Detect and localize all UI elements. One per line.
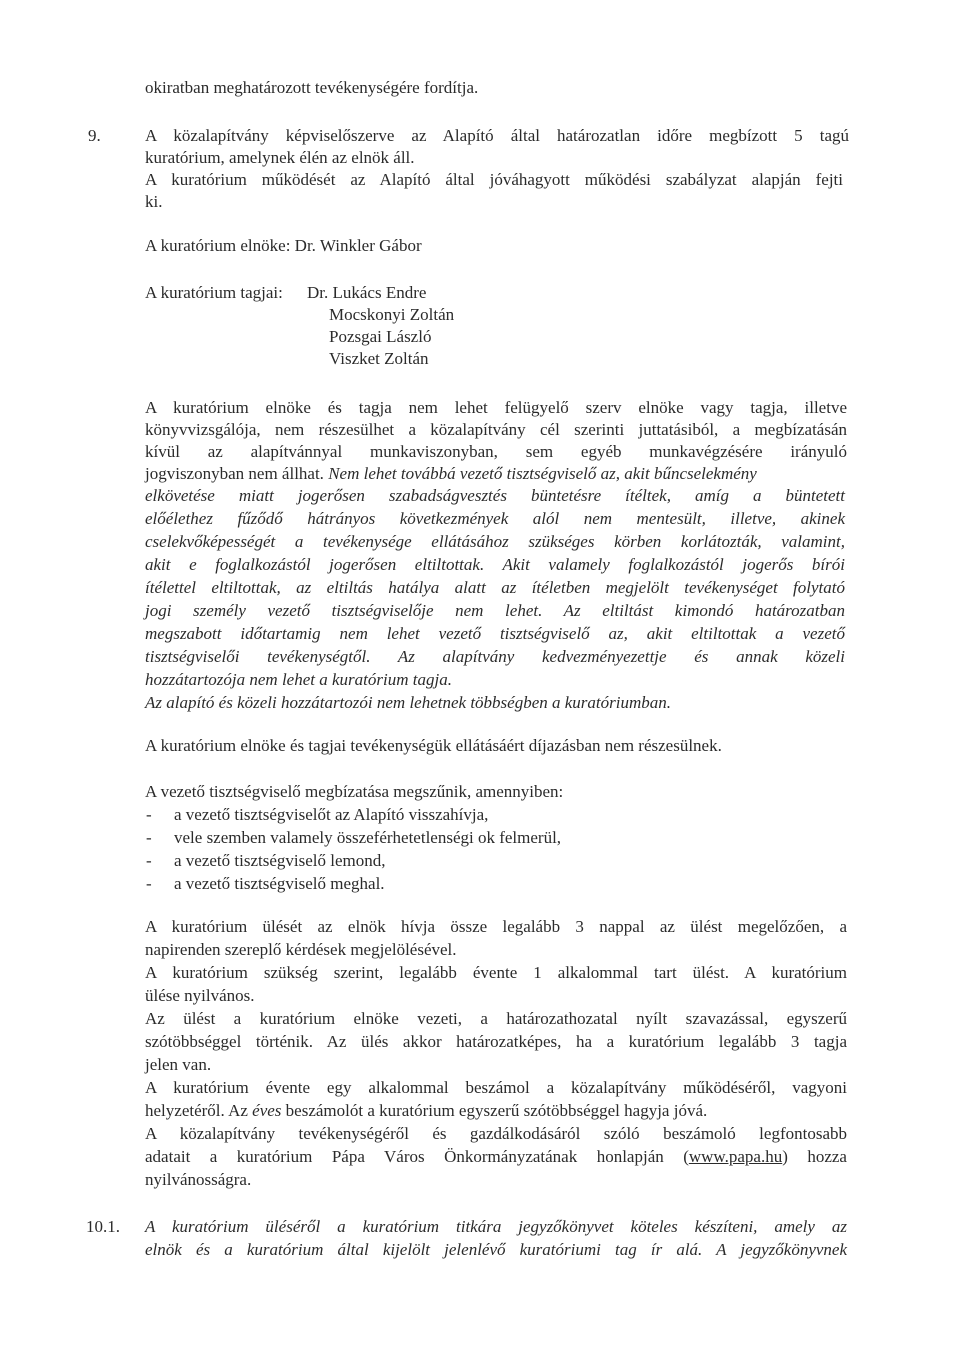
termination-intro: A vezető tisztségviselő megbízatása megszűnik, amennyiben:	[145, 782, 564, 801]
report-pre: helyzetéről. Az	[145, 1101, 253, 1120]
members-para-italic-line: elkövetése miatt jogerősen szabadságvesztés büntetésre ítéltek, amíg a büntetett	[145, 486, 845, 505]
member-name: Dr. Lukács Endre	[307, 283, 427, 302]
meeting-line: napirenden szereplő kérdések megjelölésével.	[145, 940, 457, 959]
members-para-italic: Nem lehet továbbá vezető tisztségviselő az, akit bűncselekmény	[328, 464, 757, 483]
meeting-line: szótöbbséggel történik. Az ülés akkor határozatképes, ha a kuratórium legalább 3 tagja	[145, 1032, 847, 1051]
meeting-line: jelen van.	[145, 1055, 212, 1074]
publish-post: ) hozza	[782, 1147, 847, 1166]
members-para-italic-line: ítélettel eltiltottak, az eltiltás hatálya alatt az ítéletben megjelölt tevékenységet folytató	[145, 578, 845, 597]
section-9-line: A közalapítvány képviselőszerve az Alapító által határozatlan időre megbízott 5 tagú	[145, 126, 849, 145]
termination-item: a vezető tisztségviselőt az Alapító visszahívja,	[174, 805, 489, 824]
section-10-1-line: A kuratórium üléséről a kuratórium titkára jegyzőkönyvet köteles készíteni, amely az	[145, 1217, 847, 1236]
members-para-normal: jogviszonyban nem állhat.	[145, 464, 324, 483]
publish-pre: adatait a kuratórium Pápa Város Önkormányzatának honlapján (	[145, 1147, 689, 1166]
list-dash: -	[146, 805, 152, 824]
member-name: Mocskonyi Zoltán	[329, 305, 455, 324]
members-para-italic-line: előélethez fűződő hátrányos következmények alól nem mentesült, illetve, akinek	[145, 509, 845, 528]
section-10-1-line: elnök és a kuratórium által kijelölt jelenlévő kuratóriumi tag ír alá. A jegyzőkönyvnek	[145, 1240, 847, 1259]
meeting-line: A kuratórium ülését az elnök hívja össze legalább 3 nappal az ülést megelőzően, a	[145, 917, 847, 936]
publish-line-2	[145, 1145, 847, 1168]
section-10-1-number: 10.1.	[86, 1217, 120, 1236]
members-para-italic-line: Az alapító és közeli hozzátartozói nem lehetnek többségben a kuratóriumban.	[145, 693, 671, 712]
list-dash: -	[146, 851, 152, 870]
termination-item: vele szemben valamely összeférhetetlenségi ok felmerül,	[174, 828, 562, 847]
report-post: beszámolót a kuratórium egyszerű szótöbbséggel hagyja jóvá.	[281, 1101, 708, 1120]
section-9-line: kuratórium, amelynek élén az elnök áll.	[145, 148, 415, 167]
member-name: Viszket Zoltán	[329, 349, 429, 368]
meeting-line: ülése nyilvános.	[145, 986, 255, 1005]
members-para-line	[145, 462, 757, 485]
meeting-line: Az ülést a kuratórium elnöke vezeti, a határozathozatal nyílt szavazással, egyszerű	[145, 1009, 847, 1028]
section-9-line: ki.	[145, 192, 163, 211]
termination-item: a vezető tisztségviselő lemond,	[174, 851, 386, 870]
members-label: A kuratórium tagjai:	[145, 283, 283, 302]
top-line: okiratban meghatározott tevékenységére fordítja.	[145, 78, 479, 97]
members-para-italic-line: tisztségviselői tevékenységtől. Az alapítvány kedvezményezettje és annak közeli	[145, 647, 845, 666]
termination-item: a vezető tisztségviselő meghal.	[174, 874, 385, 893]
report-italic: éves	[252, 1101, 282, 1120]
meeting-line: A kuratórium évente egy alkalommal beszámol a közalapítvány működéséről, vagyoni	[145, 1078, 847, 1097]
list-dash: -	[146, 828, 152, 847]
report-line	[145, 1099, 707, 1122]
members-para-italic-line: cselekvőképességét a tevékenysége ellátásához szükséges körben korlátozták, valamint,	[145, 532, 845, 551]
meeting-line: A kuratórium szükség szerint, legalább évente 1 alkalommal tart ülést. A kuratórium	[145, 963, 847, 982]
chair-line: A kuratórium elnöke: Dr. Winkler Gábor	[145, 236, 422, 255]
publish-line: A közalapítvány tevékenységéről és gazdálkodásáról szóló beszámoló legfontosabb	[145, 1124, 847, 1143]
members-para-italic-line: hozzátartozója nem lehet a kuratórium tagja.	[145, 670, 452, 689]
members-para-line: A kuratórium elnöke és tagja nem lehet felügyelő szerv elnöke vagy tagja, illetve	[145, 398, 847, 417]
publish-line: nyilvánosságra.	[145, 1170, 252, 1189]
website-link[interactable]: www.papa.hu	[688, 1147, 783, 1166]
list-dash: -	[146, 874, 152, 893]
section-9-line: A kuratórium működését az Alapító által jóváhagyott működési szabályzat alapján fejti	[145, 170, 843, 189]
fee-para: A kuratórium elnöke és tagjai tevékenységük ellátásáért díjazásban nem részesülnek.	[145, 736, 722, 755]
members-para-line: kívül az alapítvánnyal munkaviszonyban, sem egyéb munkavégzésére irányuló	[145, 442, 847, 461]
section-9-number: 9.	[88, 126, 101, 145]
members-para-line: könyvvizsgálója, nem részesülhet a közalapítvány cél szerinti juttatásiból, a megbízatásán	[145, 420, 847, 439]
members-para-italic-line: akit e foglalkozástól jogerősen eltiltottak. Akit valamely foglalkozástól jogerős bírói	[145, 555, 845, 574]
members-para-italic-line: jogi személy vezető tisztségviselője nem lehet. Az eltiltást kimondó határozatban	[145, 601, 845, 620]
members-para-italic-line: megszabott időtartamig nem lehet vezető tisztségviselő az, akit eltiltottak a vezető	[145, 624, 845, 643]
member-name: Pozsgai László	[329, 327, 432, 346]
